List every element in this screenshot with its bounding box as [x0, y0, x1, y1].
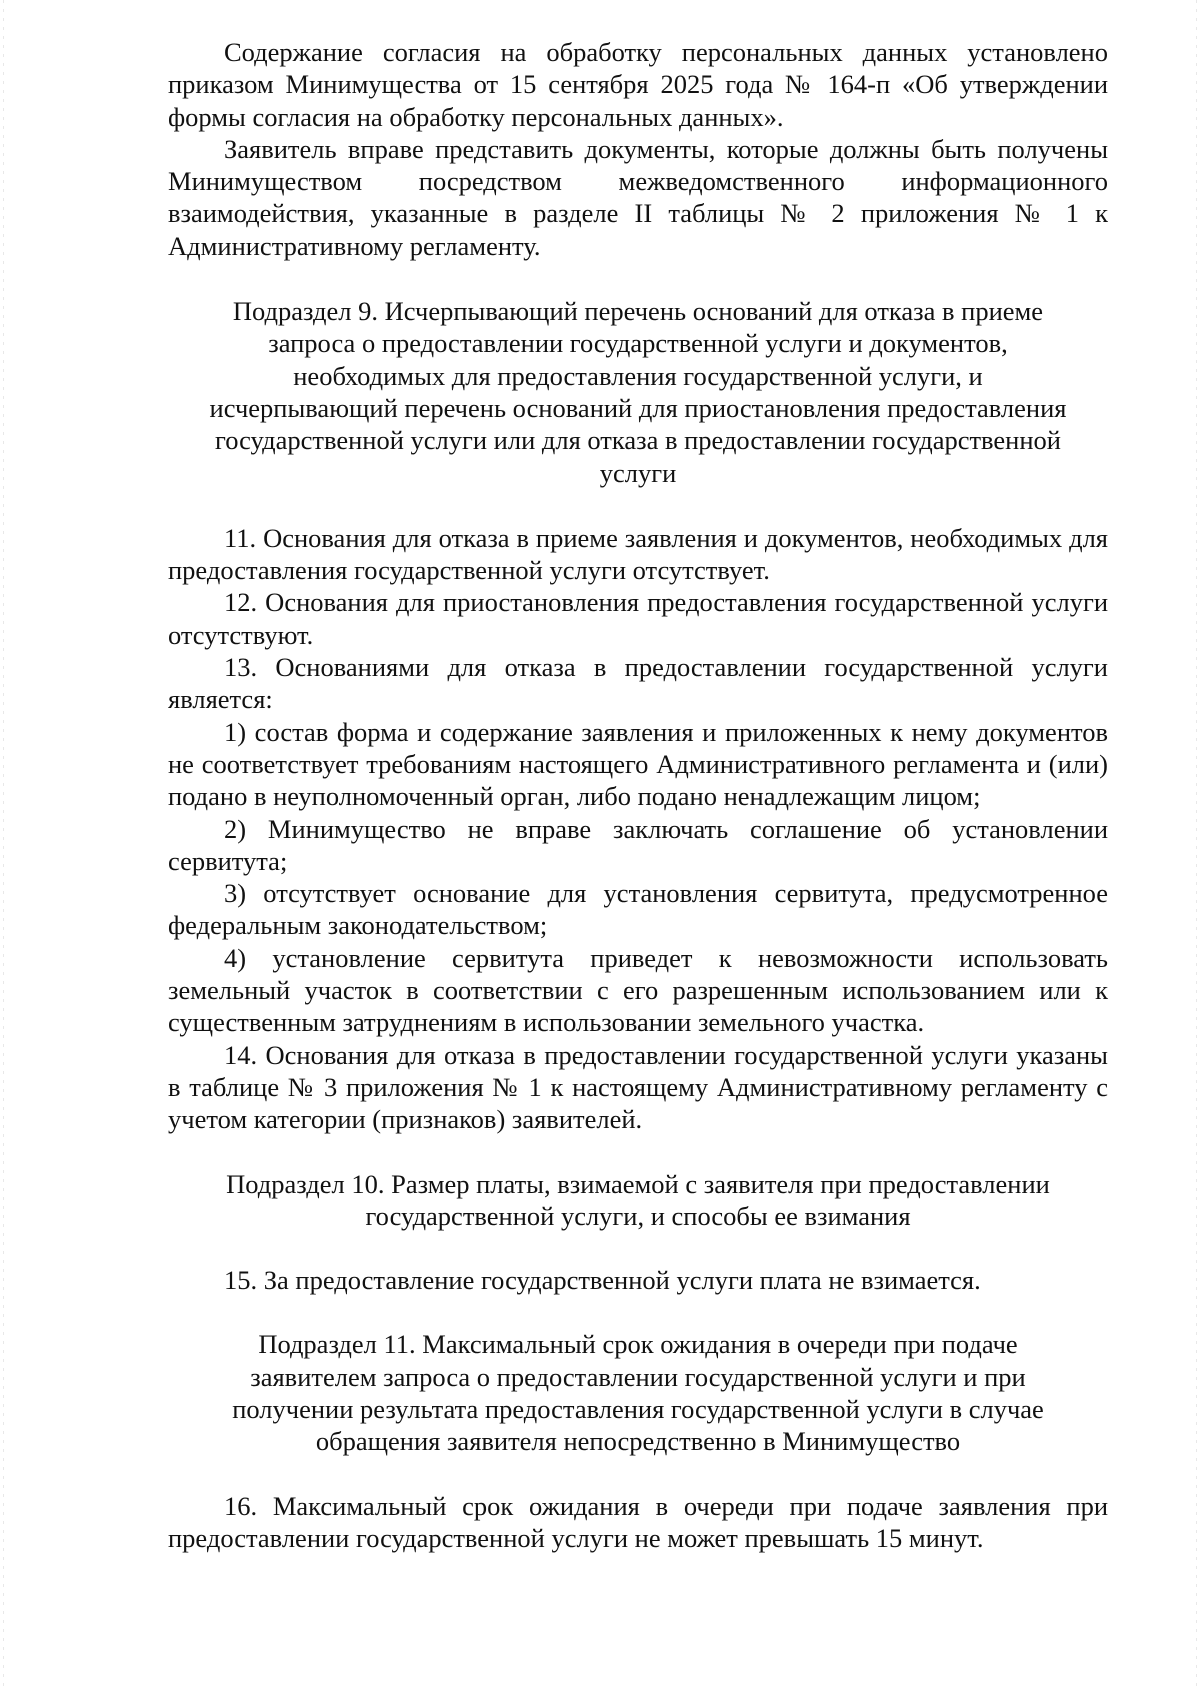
paragraph-13-item-1: 1) состав форма и содержание заявления и приложенных к нему документов не соответствует требованиям настоящего Административного регламента и (или) подано в неуполномоченный орган, либо подано ненадлежащим лицом; [168, 716, 1108, 812]
subsection-9-heading-line: запроса о предоставлении государственной услуги и документов, [268, 328, 1008, 359]
paragraph-13-item-2: 2) Минимущество не вправе заключать соглашение об установлении сервитута; [168, 813, 1108, 876]
subsection-11-heading-line: Подраздел 11. Максимальный срок ожидания в очереди при подаче [258, 1329, 1018, 1360]
subsection-9-heading-line: необходимых для предоставления государственной услуги, и [293, 360, 983, 391]
subsection-10-heading-line: Подраздел 10. Размер платы, взимаемой с заявителя при предоставлении [226, 1168, 1050, 1199]
scan-edge-left [3, 0, 4, 1686]
scan-edge-right [1196, 0, 1197, 1686]
paragraph-12: 12. Основания для приостановления предоставления государственной услуги отсутствуют. [168, 587, 1108, 650]
paragraph-13: 13. Основаниями для отказа в предоставлении государственной услуги является: [168, 652, 1108, 715]
subsection-10-heading-line: государственной услуги, и способы ее взимания [365, 1200, 911, 1231]
subsection-9-heading-line: исчерпывающий перечень оснований для приостановления предоставления [209, 392, 1067, 423]
paragraph-13-item-4: 4) установление сервитута приведет к невозможности использовать земельный участок в соответствии с его разрешенным использованием или к существенным затруднениям в использовании земельного участка. [168, 942, 1108, 1038]
subsection-11-heading [168, 1328, 1108, 1457]
subsection-9-heading-line: Подраздел 9. Исчерпывающий перечень оснований для отказа в приеме [232, 296, 1044, 327]
paragraph-16: 16. Максимальный срок ожидания в очереди при подаче заявления при предоставлении государственной услуги не может превышать 15 минут. [168, 1490, 1108, 1553]
subsection-10-heading [168, 1168, 1108, 1233]
subsection-11-heading-line: заявителем запроса о предоставлении государственной услуги и при [250, 1361, 1026, 1392]
paragraph-11: 11. Основания для отказа в приеме заявления и документов, необходимых для предоставления государственной услуги отсутствует. [168, 522, 1108, 586]
subsection-11-heading-line: получении результата предоставления государственной услуги в случае [232, 1393, 1044, 1424]
subsection-11-heading-line: обращения заявителя непосредственно в Минимущество [315, 1426, 961, 1457]
paragraph-consent-content: Содержание согласия на обработку персональных данных установлено приказом Минимущества от 15 сентября 2025 года № 164-п «Об утверждении формы согласия на обработку персональных данных». [168, 37, 1108, 132]
paragraph-13-item-3: 3) отсутствует основание для установления сервитута, предусмотренное федеральным законодательством; [168, 878, 1108, 941]
paragraph-applicant-documents: Заявитель вправе представить документы, которые должны быть получены Минимуществом посредством межведомственного информационного взаимодействия, указанные в разделе II таблицы № 2 приложения № 1 к Административному регламенту. [168, 133, 1108, 261]
subsection-9-heading-line: услуги [599, 457, 677, 488]
subsection-9-heading-line: государственной услуги или для отказа в предоставлении государственной [215, 425, 1061, 456]
paragraph-15: 15. За предоставление государственной услуги плата не взимается. [224, 1265, 981, 1296]
paragraph-14: 14. Основания для отказа в предоставлении государственной услуги указаны в таблице № 3 приложения № 1 к настоящему Административному регламенту с учетом категории (признаков) заявителей. [168, 1039, 1108, 1135]
subsection-9-heading [168, 295, 1108, 489]
